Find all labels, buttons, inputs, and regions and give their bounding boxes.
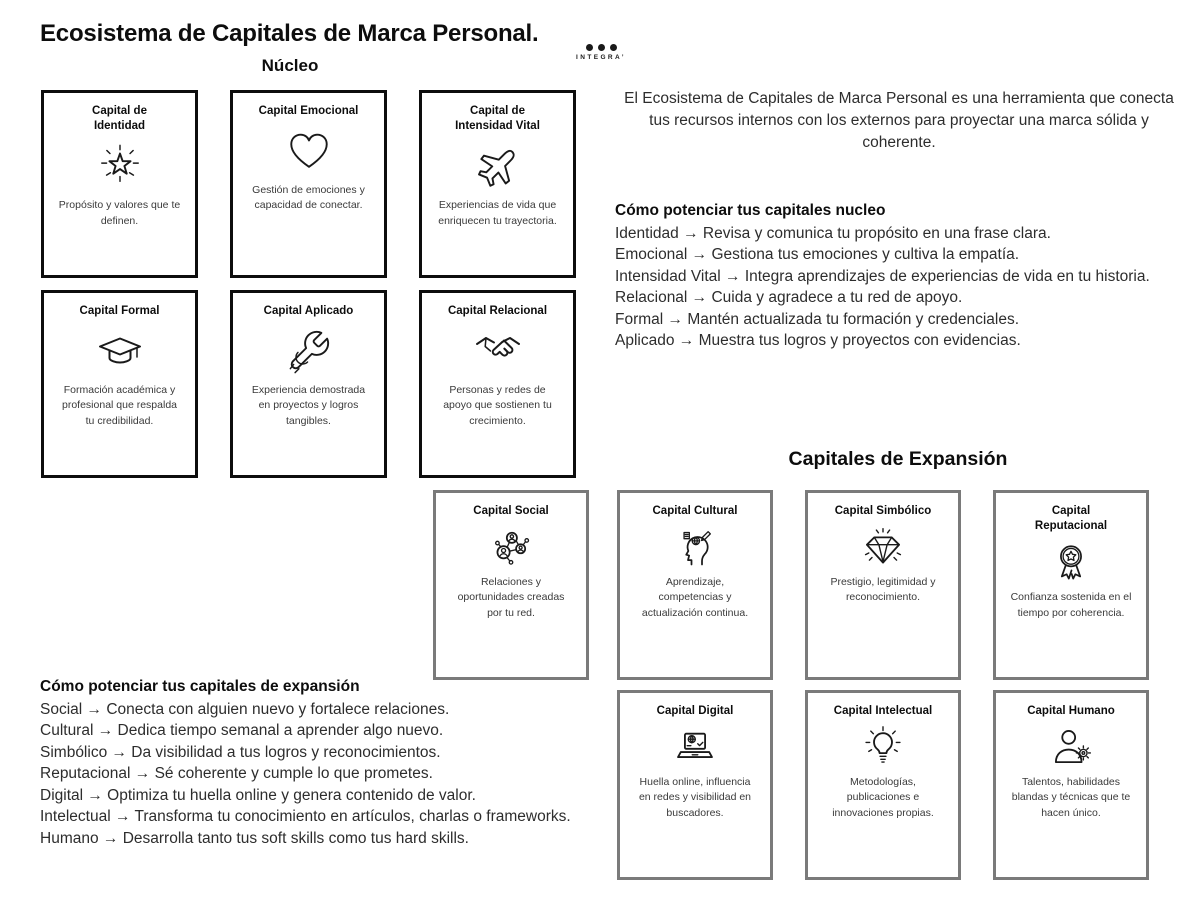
page-title: Ecosistema de Capitales de Marca Personal. (40, 20, 539, 47)
tip-item: Emocional → Gestiona tus emociones y cultiva la empatía. (615, 246, 1020, 263)
card-capital-digital (617, 690, 773, 880)
diamond-icon (808, 522, 958, 572)
card-title: Capital Formal (79, 305, 160, 317)
tip-item: Cultural → Dedica tiempo semanal a aprender algo nuevo. (40, 722, 444, 739)
card-capital-identidad (41, 90, 198, 278)
graduation-cap-icon (44, 322, 195, 380)
card-description: Experiencia demostrada en proyectos y logros tangibles. (251, 384, 366, 427)
card-description: Formación académica y profesional que respalda tu credibilidad. (62, 384, 177, 427)
card-capital-simbolico (805, 490, 961, 680)
card-description: Confianza sostenida en el tiempo por coherencia. (1010, 591, 1132, 619)
card-title: Capital Humano (1027, 705, 1115, 717)
tip-item: Identidad → Revisa y comunica tu propósito en una frase clara. (615, 224, 1051, 242)
card-title: Capital Social (473, 505, 549, 517)
heart-icon (233, 122, 384, 180)
tip-item: Simbólico → Da visibilidad a tus logros y reconocimientos. (40, 743, 441, 761)
card-title: Capital Reputacional (1034, 505, 1108, 533)
card-title: Capital Intelectual (833, 705, 933, 717)
card-capital-relacional (419, 290, 576, 478)
sparkle-star-icon (44, 137, 195, 195)
lightbulb-icon (808, 722, 958, 772)
card-description: Huella online, influencia en redes y visibilidad en buscadores. (638, 776, 752, 819)
card-title: Capital de Identidad (92, 105, 147, 133)
tip-item: Formal → Mantén actualizada tu formación y credenciales. (615, 310, 1020, 328)
person-gear-icon (996, 722, 1146, 772)
card-capital-emocional (230, 90, 387, 278)
laptop-globe-icon (620, 722, 770, 772)
airplane-icon (422, 137, 573, 195)
award-medal-icon (996, 537, 1146, 587)
card-capital-formal (41, 290, 198, 478)
intro-paragraph: El Ecosistema de Capitales de Marca Personal es una herramienta que conecta tus recursos internos con los externos para proyectar una marca sólida y coherente. (624, 90, 1174, 151)
handshake-icon (422, 322, 573, 380)
card-title: Capital Aplicado (263, 305, 354, 317)
card-description: Gestión de emociones y capacidad de conectar. (252, 184, 365, 212)
card-title: Capital Digital (656, 705, 734, 717)
tip-item: Relacional → Cuida y agradece a tu red de apoyo. (615, 289, 963, 306)
tip-item: Humano → Desarrolla tanto tus soft skills como tus hard skills. (40, 829, 469, 847)
card-description: Experiencias de vida que enriquecen tu trayectoria. (438, 199, 557, 227)
learning-head-icon (620, 522, 770, 572)
card-title: Capital Emocional (258, 105, 359, 117)
card-description: Metodologías, publicaciones e innovaciones propias. (832, 776, 934, 819)
card-description: Aprendizaje, competencias y actualización continua. (641, 576, 749, 619)
card-description: Talentos, habilidades blandas y técnicas que te hacen único. (1011, 776, 1131, 819)
tips-expansion-heading: Cómo potenciar tus capitales de expansión (40, 678, 360, 695)
card-capital-cultural (617, 490, 773, 680)
tips-expansion-block (40, 676, 618, 849)
card-capital-intelectual (805, 690, 961, 880)
card-title: Capital Simbólico (834, 505, 932, 517)
logo-name: INTEGRA’ (576, 54, 626, 61)
card-capital-social (433, 490, 589, 680)
card-description: Prestigio, legitimidad y reconocimiento. (830, 576, 936, 604)
nucleo-section-heading: Núcleo (261, 56, 319, 75)
tip-item: Digital → Optimiza tu huella online y genera contenido de valor. (40, 786, 476, 804)
tip-item: Intensidad Vital → Integra aprendizajes de experiencias de vida en tu historia. (615, 267, 1150, 285)
card-title: Capital Relacional (447, 305, 548, 317)
tip-item: Intelectual → Transforma tu conocimiento en artículos, charlas o frameworks. (40, 808, 571, 825)
hand-wrench-icon (233, 322, 384, 380)
card-description: Propósito y valores que te definen. (58, 199, 181, 227)
people-network-icon (436, 522, 586, 572)
tips-nucleo-heading: Cómo potenciar tus capitales nucleo (615, 202, 886, 219)
expansion-section-heading: Capitales de Expansión (788, 448, 1008, 470)
card-description: Personas y redes de apoyo que sostienen tu crecimiento. (443, 384, 552, 427)
card-capital-intensidad-vital (419, 90, 576, 278)
tip-item: Reputacional → Sé coherente y cumple lo que prometes. (40, 765, 433, 782)
card-title: Capital de Intensidad Vital (455, 105, 540, 133)
card-capital-humano (993, 690, 1149, 880)
card-title: Capital Cultural (652, 505, 738, 517)
tip-item: Aplicado → Muestra tus logros y proyectos con evidencias. (615, 332, 1021, 349)
tips-nucleo-block (615, 200, 1190, 352)
integra-logo (575, 44, 627, 61)
logo-dots-icon (575, 44, 627, 51)
card-capital-reputacional (993, 490, 1149, 680)
card-capital-aplicado (230, 290, 387, 478)
card-description: Relaciones y oportunidades creadas por tu red. (457, 576, 565, 619)
tip-item: Social → Conecta con alguien nuevo y fortalece relaciones. (40, 700, 450, 718)
